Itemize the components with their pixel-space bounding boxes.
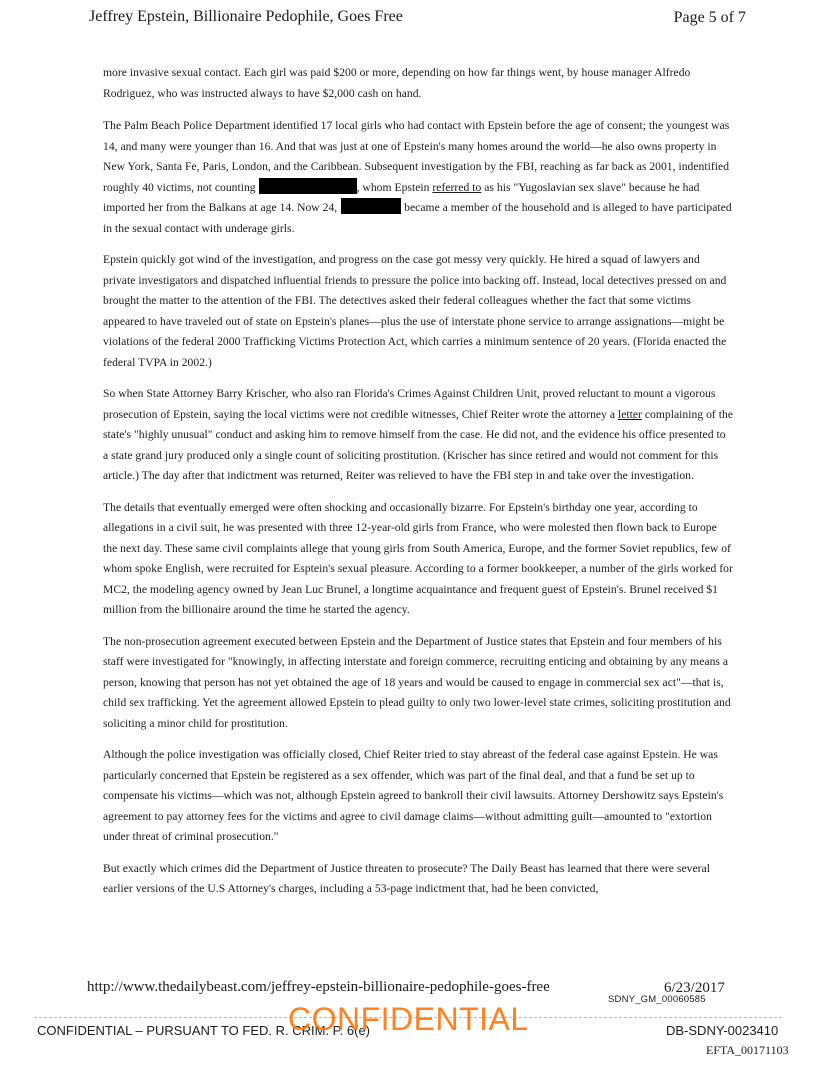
- paragraph-5: The details that eventually emerged were often shocking and occasionally bizarre. For Epstein's birthday one year, according to allegations in a civil suit, he was presented with three 12-year-old girls from France, who were molested then flown back to Europe the next day. These same civil complaints allege that young girls from South America, Europe, and the former Soviet republics, few of whom spoke English, were recruited for Esptein's sexual pleasure. According to a former bookkeeper, a number of the girls worked for MC2, the modeling agency owned by Jean Luc Brunel, a longtime acquaintance and frequent guest of Epstein's. Brunel received $1 million from the billionaire around the time he started the agency.: [103, 500, 733, 616]
- sdny-bates-stamp: SDNY_GM_00060585: [608, 994, 706, 1005]
- paragraph-2: [103, 116, 733, 239]
- paragraph-4-text-a: So when State Attorney Barry Krischer, who also ran Florida's Crimes Against Children Unit, proved reluctant to mount a vigorous prosecution of Epstein, saying the local victims were not credible witnesses, Chief Reiter wrote the attorney a: [103, 387, 716, 421]
- paragraph-4-text-b: complaining of the state's "highly unusual" conduct and asking him to remove himself from the case. He did not, and the evidence his office presented to a state grand jury produced only a single count of soliciting prostitution. (Krischer has since retired and would not comment for this article.) The day after that indictment was returned, Reiter was relieved to have the FBI step in and take over the investigation.: [103, 407, 733, 482]
- redaction-block: [341, 198, 401, 214]
- paragraph-6: The non-prosecution agreement executed between Epstein and the Department of Justice states that Epstein and four members of his staff were investigated for "knowingly, in affecting interstate and foreign commerce, recruiting enticing and obtaining by any means a person, knowing that person has not yet obtained the age of 18 years and would be caused to engage in commercial sex act"—that is, child sex trafficking. Yet the agreement allowed Epstein to plead guilty to only two lower-level state crimes, soliciting prostitution and soliciting a minor child for prostitution.: [103, 634, 731, 730]
- efta-number: EFTA_00171103: [706, 1043, 789, 1057]
- paragraph-3: Epstein quickly got wind of the investigation, and progress on the case got messy very quickly. He hired a squad of lawyers and private investigators and dispatched influential friends to pressure the police into backing off. Instead, local detectives pressed on and brought the matter to the attention of the FBI. The detectives asked their federal colleagues whether the fact that some victims appeared to have traveled out of state on Epstein's planes—plus the use of interstate phone service to arrange assignations—might be violations of the federal 2000 Trafficking Victims Protection Act, which carries a minimum sentence of 20 years. (Florida enacted the federal TVPA in 2002.): [103, 253, 727, 369]
- document-title: Jeffrey Epstein, Billionaire Pedophile, Goes Free: [89, 8, 403, 25]
- page-number: Page 5 of 7: [673, 9, 746, 26]
- print-date: 6/23/2017: [664, 980, 725, 996]
- paragraph-2-text-c: as his "Yugoslavian sex slave" because he had imported her from the Balkans at age 14. Now 24,: [103, 180, 700, 214]
- paragraph-4: [103, 384, 733, 487]
- confidential-notice: CONFIDENTIAL – PURSUANT TO FED. R. CRIM. P. 6(e): [37, 1023, 371, 1038]
- paragraph-8: But exactly which crimes did the Department of Justice threaten to prosecute? The Daily Beast has learned that there were several earlier versions of the U.S Attorney's charges, including a 53-page indictment that, had he been convicted,: [103, 861, 710, 895]
- confidential-stamp: CONFIDENTIAL: [288, 1001, 529, 1037]
- referred-to-link[interactable]: referred to: [432, 180, 482, 194]
- article-body: [103, 63, 733, 911]
- paragraph-2-text-b: , whom Epstein: [356, 180, 433, 194]
- redaction-block: [259, 178, 357, 194]
- paragraph-1: more invasive sexual contact. Each girl was paid $200 or more, depending on how far things went, by house manager Alfredo Rodriguez, who was instructed always to have $2,000 cash on hand.: [103, 66, 691, 100]
- paragraph-2-text-d: became a member of the household and is alleged to have participated in the sexual contact with underage girls.: [103, 201, 732, 235]
- paragraph-7: Although the police investigation was officially closed, Chief Reiter tried to stay abreast of the federal case against Epstein. He was particularly concerned that Epstein be registered as a sex offender, which was part of the final deal, and that a fund be set up to compensate his victims—which was not, although Epstein agreed to bankroll their civil lawsuits. Attorney Dershowitz says Epstein's agreement to pay attorney fees for the victims and agree to civil damage claims—without admitting guilt—amounted to "extortion under threat of criminal prosecution.": [103, 748, 724, 843]
- source-url: http://www.thedailybeast.com/jeffrey-epstein-billionaire-pedophile-goes-free: [87, 979, 550, 995]
- bates-number: DB-SDNY-0023410: [666, 1023, 779, 1038]
- letter-link[interactable]: letter: [617, 407, 642, 421]
- paragraph-2-text-a: The Palm Beach Police Department identified 17 local girls who had contact with Epstein before the age of consent; the youngest was 14, and many were younger than 16. And that was just at one of Epstein's many homes around the world—he also owns property in New York, Santa Fe, Paris, London, and the Caribbean. Subsequent investigation by the FBI, reaching as far back as 2001, indentified roughly 40 victims, not counting: [103, 119, 730, 194]
